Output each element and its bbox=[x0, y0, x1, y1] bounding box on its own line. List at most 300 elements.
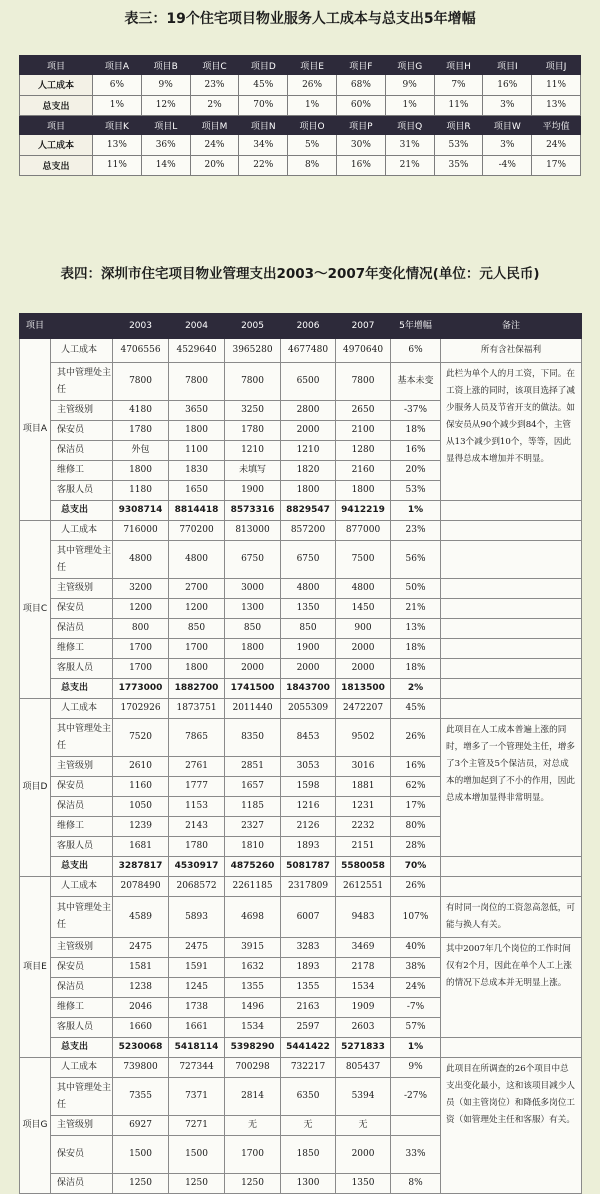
value-cell: 739800 bbox=[113, 1058, 169, 1078]
note-cell-empty bbox=[441, 857, 582, 877]
row-label: 人工成本 bbox=[51, 1058, 113, 1078]
value-cell: 40% bbox=[391, 938, 441, 958]
table3-cell: 3% bbox=[483, 135, 532, 156]
value-cell: 26% bbox=[391, 719, 441, 757]
value-cell: 6007 bbox=[281, 897, 336, 938]
value-cell: 2100 bbox=[336, 421, 391, 441]
value-cell: 7800 bbox=[336, 363, 391, 401]
table3-cell: 14% bbox=[141, 155, 190, 176]
table3-cell: 6% bbox=[93, 75, 142, 96]
value-cell: 1300 bbox=[281, 1174, 336, 1194]
note-cell-empty bbox=[441, 659, 582, 679]
row-label: 人工成本 bbox=[51, 339, 113, 363]
table3-cell: 30% bbox=[336, 135, 385, 156]
value-cell: 850 bbox=[225, 619, 281, 639]
table3-cell: 2% bbox=[190, 95, 239, 116]
value-cell: 1250 bbox=[225, 1174, 281, 1194]
value-cell: 9483 bbox=[336, 897, 391, 938]
value-cell: 1700 bbox=[113, 639, 169, 659]
value-cell: 1238 bbox=[113, 978, 169, 998]
value-cell: 850 bbox=[169, 619, 225, 639]
row-label: 保洁员 bbox=[51, 619, 113, 639]
value-cell: 1450 bbox=[336, 599, 391, 619]
value-cell: 1893 bbox=[281, 837, 336, 857]
value-cell: 857200 bbox=[281, 521, 336, 541]
value-cell: 700298 bbox=[225, 1058, 281, 1078]
note-cell: 有时同一岗位的工资忽高忽低，可能与换人有关。 bbox=[441, 897, 582, 938]
value-cell: 1% bbox=[391, 1038, 441, 1058]
table3-cell: 31% bbox=[385, 135, 434, 156]
value-cell: 4800 bbox=[281, 579, 336, 599]
value-cell: 1660 bbox=[113, 1018, 169, 1038]
value-cell: 7500 bbox=[336, 541, 391, 579]
value-cell: 1355 bbox=[225, 978, 281, 998]
value-cell: 2650 bbox=[336, 401, 391, 421]
value-cell: 8829547 bbox=[281, 501, 336, 521]
value-cell: 1280 bbox=[336, 441, 391, 461]
table3-cell: 45% bbox=[239, 75, 288, 96]
table3-cell: 8% bbox=[288, 155, 337, 176]
table3-header-cell: 项目Q bbox=[385, 116, 434, 135]
table4-header-cell: 2005 bbox=[225, 314, 281, 339]
table3-cell: 9% bbox=[385, 75, 434, 96]
value-cell: 2000 bbox=[281, 659, 336, 679]
value-cell: 62% bbox=[391, 777, 441, 797]
row-label: 客服人员 bbox=[51, 659, 113, 679]
value-cell: 1210 bbox=[281, 441, 336, 461]
table4-row bbox=[20, 619, 582, 639]
value-cell: 1231 bbox=[336, 797, 391, 817]
table3-cell: 53% bbox=[434, 135, 483, 156]
table4-header-cell: 2006 bbox=[281, 314, 336, 339]
value-cell: 50% bbox=[391, 579, 441, 599]
value-cell: 1780 bbox=[225, 421, 281, 441]
value-cell: 1153 bbox=[169, 797, 225, 817]
value-cell: 4529640 bbox=[169, 339, 225, 363]
value-cell: 1250 bbox=[113, 1174, 169, 1194]
row-label: 主管级别 bbox=[51, 757, 113, 777]
row-label: 总支出 bbox=[51, 857, 113, 877]
value-cell: 107% bbox=[391, 897, 441, 938]
note-cell-empty bbox=[441, 521, 582, 541]
table3-cell: 9% bbox=[141, 75, 190, 96]
value-cell: 1738 bbox=[169, 998, 225, 1018]
table4-row bbox=[20, 1038, 582, 1058]
value-cell: 4706556 bbox=[113, 339, 169, 363]
value-cell: 2475 bbox=[169, 938, 225, 958]
value-cell: 1820 bbox=[281, 461, 336, 481]
value-cell: 2011440 bbox=[225, 699, 281, 719]
table3-cell: 1% bbox=[288, 95, 337, 116]
table3-cell: 17% bbox=[532, 155, 581, 176]
table4-title: 表四：深圳市住宅项目物业管理支出2003～2007年变化情况(单位：元人民币) bbox=[60, 266, 540, 282]
value-cell: 2000 bbox=[336, 639, 391, 659]
value-cell: 1900 bbox=[281, 639, 336, 659]
value-cell: 1591 bbox=[169, 958, 225, 978]
value-cell: 1780 bbox=[113, 421, 169, 441]
value-cell: 2700 bbox=[169, 579, 225, 599]
row-label: 其中管理处主任 bbox=[51, 363, 113, 401]
row-label: 维修工 bbox=[51, 817, 113, 837]
value-cell: 1800 bbox=[169, 421, 225, 441]
row-label: 人工成本 bbox=[51, 877, 113, 897]
value-cell: 732217 bbox=[281, 1058, 336, 1078]
value-cell: 80% bbox=[391, 817, 441, 837]
table3-cell: 1% bbox=[385, 95, 434, 116]
table3-cell: 7% bbox=[434, 75, 483, 96]
note-cell-empty bbox=[441, 1038, 582, 1058]
table3-header-cell: 项目A bbox=[93, 56, 142, 75]
table4-header-cell: 5年增幅 bbox=[391, 314, 441, 339]
value-cell: 16% bbox=[391, 757, 441, 777]
value-cell: 2068572 bbox=[169, 877, 225, 897]
value-cell: 3965280 bbox=[225, 339, 281, 363]
value-cell: 8814418 bbox=[169, 501, 225, 521]
table4-row bbox=[20, 363, 582, 401]
table4 bbox=[19, 313, 582, 1194]
value-cell: 3469 bbox=[336, 938, 391, 958]
value-cell: 9412219 bbox=[336, 501, 391, 521]
value-cell: 1830 bbox=[169, 461, 225, 481]
value-cell: 28% bbox=[391, 837, 441, 857]
value-cell: 38% bbox=[391, 958, 441, 978]
table3 bbox=[19, 55, 581, 176]
value-cell: 2000 bbox=[336, 1136, 391, 1174]
row-label: 人工成本 bbox=[51, 521, 113, 541]
row-label: 其中管理处主任 bbox=[51, 719, 113, 757]
row-label: 保安员 bbox=[51, 421, 113, 441]
value-cell: 716000 bbox=[113, 521, 169, 541]
table4-row bbox=[20, 679, 582, 699]
value-cell: 1% bbox=[391, 501, 441, 521]
value-cell: 2851 bbox=[225, 757, 281, 777]
table4-header-cell: 2007 bbox=[336, 314, 391, 339]
value-cell: 2143 bbox=[169, 817, 225, 837]
value-cell: 57% bbox=[391, 1018, 441, 1038]
value-cell: 2317809 bbox=[281, 877, 336, 897]
value-cell: 2610 bbox=[113, 757, 169, 777]
value-cell: 1780 bbox=[169, 837, 225, 857]
table3-cell: 23% bbox=[190, 75, 239, 96]
table3-cell: 22% bbox=[239, 155, 288, 176]
table3-header-cell: 平均值 bbox=[532, 116, 581, 135]
value-cell: 2261185 bbox=[225, 877, 281, 897]
value-cell: 1598 bbox=[281, 777, 336, 797]
note-cell: 此项目在人工成本普遍上涨的同时，增多了一个管理处主任，增多了3个主管及5个保洁员，对总成本的增加起到了不小的作用，因此总成本增加显得非常明显。 bbox=[441, 719, 582, 857]
value-cell: 5398290 bbox=[225, 1038, 281, 1058]
row-label: 维修工 bbox=[51, 639, 113, 659]
table4-row bbox=[20, 339, 582, 363]
value-cell: 1650 bbox=[169, 481, 225, 501]
row-label: 保洁员 bbox=[51, 1174, 113, 1194]
table3-header-cell: 项目C bbox=[190, 56, 239, 75]
table3-row-label: 总支出 bbox=[20, 155, 93, 176]
value-cell: 2603 bbox=[336, 1018, 391, 1038]
table4-header-cell: 2003 bbox=[113, 314, 169, 339]
value-cell: 6500 bbox=[281, 363, 336, 401]
project-name: 项目A bbox=[20, 339, 51, 521]
row-label: 其中管理处主任 bbox=[51, 897, 113, 938]
table3-cell: 11% bbox=[434, 95, 483, 116]
value-cell: 3200 bbox=[113, 579, 169, 599]
note-cell-empty bbox=[441, 699, 582, 719]
table3-cell: 21% bbox=[385, 155, 434, 176]
table3-cell: 3% bbox=[483, 95, 532, 116]
table3-row-labor bbox=[20, 135, 581, 156]
table3-header-cell: 项目 bbox=[20, 56, 93, 75]
value-cell: 1180 bbox=[113, 481, 169, 501]
table3-header-cell: 项目G bbox=[385, 56, 434, 75]
row-label: 保洁员 bbox=[51, 797, 113, 817]
project-name: 项目E bbox=[20, 877, 51, 1058]
value-cell: 1200 bbox=[113, 599, 169, 619]
value-cell: 24% bbox=[391, 978, 441, 998]
value-cell: 1200 bbox=[169, 599, 225, 619]
row-label: 保洁员 bbox=[51, 441, 113, 461]
value-cell: 7800 bbox=[225, 363, 281, 401]
table3-row-total bbox=[20, 155, 581, 176]
value-cell: 6750 bbox=[281, 541, 336, 579]
value-cell: 1250 bbox=[169, 1174, 225, 1194]
value-cell: 1581 bbox=[113, 958, 169, 978]
value-cell: 1813500 bbox=[336, 679, 391, 699]
note-cell-empty bbox=[441, 619, 582, 639]
value-cell: 70% bbox=[391, 857, 441, 877]
value-cell: 1881 bbox=[336, 777, 391, 797]
value-cell: 无 bbox=[225, 1116, 281, 1136]
value-cell: 1185 bbox=[225, 797, 281, 817]
table4-row bbox=[20, 1058, 582, 1078]
value-cell: 3000 bbox=[225, 579, 281, 599]
table3-header-cell: 项目W bbox=[483, 116, 532, 135]
table3-header-row bbox=[20, 116, 581, 135]
row-label: 主管级别 bbox=[51, 1116, 113, 1136]
table3-header-cell: 项目M bbox=[190, 116, 239, 135]
table4-row bbox=[20, 639, 582, 659]
value-cell: 1534 bbox=[225, 1018, 281, 1038]
table3-cell: 12% bbox=[141, 95, 190, 116]
row-label: 总支出 bbox=[51, 679, 113, 699]
note-cell: 其中2007年几个岗位的工作时间仅有2个月，因此在单个人工上涨的情况下总成本并无明显上涨。 bbox=[441, 938, 582, 1038]
value-cell: 6% bbox=[391, 339, 441, 363]
value-cell: 5580058 bbox=[336, 857, 391, 877]
value-cell: 7355 bbox=[113, 1078, 169, 1116]
table3-header-cell: 项目I bbox=[483, 56, 532, 75]
value-cell: 5081787 bbox=[281, 857, 336, 877]
value-cell: 1700 bbox=[225, 1136, 281, 1174]
value-cell: 2597 bbox=[281, 1018, 336, 1038]
value-cell: 1216 bbox=[281, 797, 336, 817]
table4-row bbox=[20, 541, 582, 579]
value-cell: 5893 bbox=[169, 897, 225, 938]
value-cell: 2046 bbox=[113, 998, 169, 1018]
value-cell: 21% bbox=[391, 599, 441, 619]
value-cell: 5441422 bbox=[281, 1038, 336, 1058]
table3-cell: 24% bbox=[532, 135, 581, 156]
table3-header-cell: 项目J bbox=[532, 56, 581, 75]
table4-header-cell: 项目 bbox=[20, 314, 113, 339]
value-cell: 4970640 bbox=[336, 339, 391, 363]
value-cell: 2000 bbox=[336, 659, 391, 679]
value-cell: 7800 bbox=[169, 363, 225, 401]
value-cell: 4800 bbox=[113, 541, 169, 579]
value-cell: 2814 bbox=[225, 1078, 281, 1116]
row-label: 客服人员 bbox=[51, 481, 113, 501]
value-cell: 基本未变 bbox=[391, 363, 441, 401]
value-cell: 1050 bbox=[113, 797, 169, 817]
value-cell: 33% bbox=[391, 1136, 441, 1174]
note-cell-empty bbox=[441, 679, 582, 699]
value-cell: 6350 bbox=[281, 1078, 336, 1116]
table4-row bbox=[20, 599, 582, 619]
row-label: 人工成本 bbox=[51, 699, 113, 719]
value-cell: 6927 bbox=[113, 1116, 169, 1136]
table3-cell: 5% bbox=[288, 135, 337, 156]
table3-cell: 13% bbox=[532, 95, 581, 116]
value-cell: 850 bbox=[281, 619, 336, 639]
note-cell-empty bbox=[441, 599, 582, 619]
value-cell: 1800 bbox=[169, 659, 225, 679]
note-cell-empty bbox=[441, 501, 582, 521]
table4-header-row bbox=[20, 314, 582, 339]
value-cell: 1702926 bbox=[113, 699, 169, 719]
value-cell: 45% bbox=[391, 699, 441, 719]
value-cell: 2178 bbox=[336, 958, 391, 978]
row-label: 主管级别 bbox=[51, 401, 113, 421]
table4-row bbox=[20, 659, 582, 679]
value-cell bbox=[391, 1116, 441, 1136]
value-cell: 未填写 bbox=[225, 461, 281, 481]
value-cell: 7271 bbox=[169, 1116, 225, 1136]
row-label: 客服人员 bbox=[51, 1018, 113, 1038]
value-cell: 1661 bbox=[169, 1018, 225, 1038]
value-cell: 6750 bbox=[225, 541, 281, 579]
value-cell: 2160 bbox=[336, 461, 391, 481]
table3-cell: 70% bbox=[239, 95, 288, 116]
value-cell: -27% bbox=[391, 1078, 441, 1116]
value-cell: 53% bbox=[391, 481, 441, 501]
table4-row bbox=[20, 521, 582, 541]
value-cell: 18% bbox=[391, 639, 441, 659]
value-cell: 3915 bbox=[225, 938, 281, 958]
value-cell: 9% bbox=[391, 1058, 441, 1078]
table3-row-label: 人工成本 bbox=[20, 135, 93, 156]
value-cell: 17% bbox=[391, 797, 441, 817]
table3-cell: 35% bbox=[434, 155, 483, 176]
value-cell: 13% bbox=[391, 619, 441, 639]
row-label: 保安员 bbox=[51, 599, 113, 619]
value-cell: 4589 bbox=[113, 897, 169, 938]
value-cell: 2232 bbox=[336, 817, 391, 837]
value-cell: 813000 bbox=[225, 521, 281, 541]
value-cell: 1632 bbox=[225, 958, 281, 978]
row-label: 其中管理处主任 bbox=[51, 1078, 113, 1116]
table4-row bbox=[20, 938, 582, 958]
value-cell: 1657 bbox=[225, 777, 281, 797]
value-cell: 4800 bbox=[336, 579, 391, 599]
row-label: 总支出 bbox=[51, 501, 113, 521]
value-cell: 1355 bbox=[281, 978, 336, 998]
value-cell: 4180 bbox=[113, 401, 169, 421]
value-cell: 8350 bbox=[225, 719, 281, 757]
value-cell: 800 bbox=[113, 619, 169, 639]
table3-cell: 16% bbox=[483, 75, 532, 96]
value-cell: 1534 bbox=[336, 978, 391, 998]
table3-header-cell: 项目 bbox=[20, 116, 93, 135]
table4-row bbox=[20, 501, 582, 521]
value-cell: 1239 bbox=[113, 817, 169, 837]
table3-row-label: 总支出 bbox=[20, 95, 93, 116]
table3-header-cell: 项目K bbox=[93, 116, 142, 135]
table3-cell: 60% bbox=[336, 95, 385, 116]
table3-cell: 36% bbox=[141, 135, 190, 156]
value-cell: 3250 bbox=[225, 401, 281, 421]
value-cell: 2761 bbox=[169, 757, 225, 777]
value-cell: 7520 bbox=[113, 719, 169, 757]
table3-cell: 26% bbox=[288, 75, 337, 96]
value-cell: 2475 bbox=[113, 938, 169, 958]
value-cell: 无 bbox=[336, 1116, 391, 1136]
note-cell: 此项目在所调查的26个项目中总支出变化最小，这和该项目减少人员（如主管岗位）和降低多岗位工资（如管理处主任和客服）有关。 bbox=[441, 1058, 582, 1194]
value-cell: 56% bbox=[391, 541, 441, 579]
table3-row-total bbox=[20, 95, 581, 116]
row-label: 保安员 bbox=[51, 958, 113, 978]
value-cell: 1909 bbox=[336, 998, 391, 1018]
table3-row-label: 人工成本 bbox=[20, 75, 93, 96]
table3-cell: 24% bbox=[190, 135, 239, 156]
table4-header-cell: 2004 bbox=[169, 314, 225, 339]
value-cell: 2612551 bbox=[336, 877, 391, 897]
value-cell: 20% bbox=[391, 461, 441, 481]
table4-header-cell: 备注 bbox=[441, 314, 582, 339]
table3-cell: 11% bbox=[93, 155, 142, 176]
value-cell: 770200 bbox=[169, 521, 225, 541]
value-cell: 外包 bbox=[113, 441, 169, 461]
table3-header-cell: 项目B bbox=[141, 56, 190, 75]
value-cell: 5230068 bbox=[113, 1038, 169, 1058]
value-cell: 26% bbox=[391, 877, 441, 897]
value-cell: 9502 bbox=[336, 719, 391, 757]
value-cell: 2078490 bbox=[113, 877, 169, 897]
value-cell: 2055309 bbox=[281, 699, 336, 719]
table3-cell: 34% bbox=[239, 135, 288, 156]
row-label: 保洁员 bbox=[51, 978, 113, 998]
value-cell: 1700 bbox=[169, 639, 225, 659]
table4-row bbox=[20, 857, 582, 877]
note-cell: 所有含社保福利 bbox=[441, 339, 582, 363]
value-cell: 5418114 bbox=[169, 1038, 225, 1058]
value-cell: 2126 bbox=[281, 817, 336, 837]
value-cell: 1800 bbox=[113, 461, 169, 481]
table4-row bbox=[20, 897, 582, 938]
value-cell: 16% bbox=[391, 441, 441, 461]
value-cell: 4875260 bbox=[225, 857, 281, 877]
value-cell: 1500 bbox=[113, 1136, 169, 1174]
note-cell-empty bbox=[441, 541, 582, 579]
table3-header-row bbox=[20, 56, 581, 75]
value-cell: 1350 bbox=[336, 1174, 391, 1194]
value-cell: 4698 bbox=[225, 897, 281, 938]
value-cell: 3650 bbox=[169, 401, 225, 421]
row-label: 其中管理处主任 bbox=[51, 541, 113, 579]
value-cell: 3053 bbox=[281, 757, 336, 777]
value-cell: 1843700 bbox=[281, 679, 336, 699]
value-cell: 4800 bbox=[169, 541, 225, 579]
table3-header-cell: 项目L bbox=[141, 116, 190, 135]
table3-header-cell: 项目R bbox=[434, 116, 483, 135]
value-cell: 1300 bbox=[225, 599, 281, 619]
value-cell: 805437 bbox=[336, 1058, 391, 1078]
